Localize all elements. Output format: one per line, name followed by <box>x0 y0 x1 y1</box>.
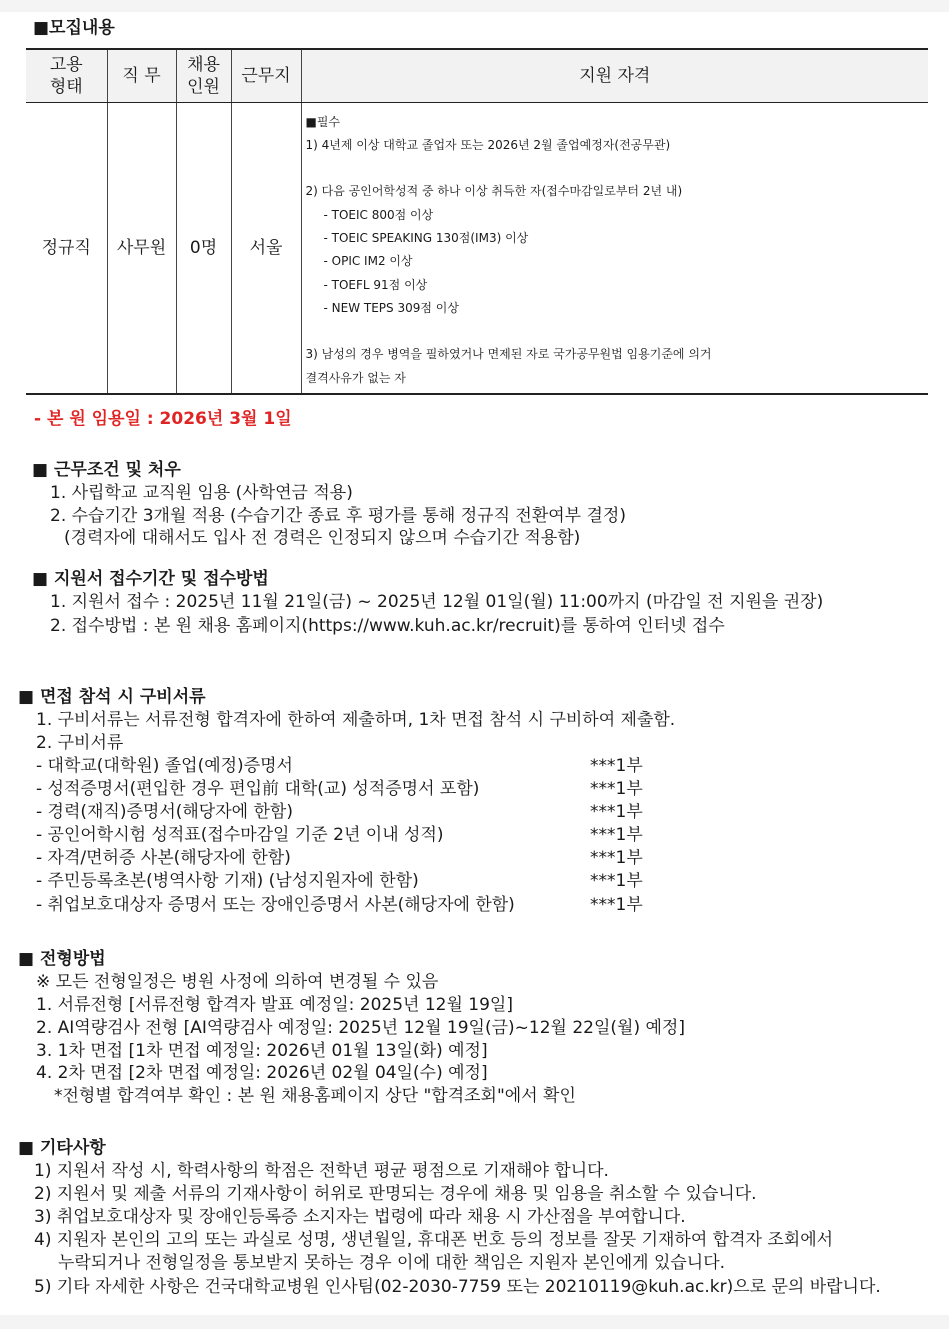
cell-headcount: 0명 <box>176 102 231 394</box>
document-name: - 경력(재직)증명서(해당자에 한함) <box>36 802 293 822</box>
etc-heading: ■ 기타사항 <box>18 1138 106 1158</box>
cell-employment-type: 정규직 <box>26 102 107 394</box>
selection-heading: ■ 전형방법 <box>18 949 106 969</box>
document-name: - 대학교(대학원) 졸업(예정)증명서 <box>36 756 293 776</box>
cell-job: 사무원 <box>107 102 176 394</box>
qualification-line <box>306 320 929 343</box>
document-count: ***1부 <box>590 871 643 891</box>
etc-item: 3) 취업보호대상자 및 장애인등록증 소지자는 법령에 따라 채용 시 가산점을 부여합니다. <box>34 1207 686 1227</box>
documents-intro: 1. 구비서류는 서류전형 합격자에 한하여 제출하며, 1차 면접 참석 시 구비하여 제출함. <box>36 710 676 730</box>
application-item: 2. 접수방법 : 본 원 채용 홈페이지(https://www.kuh.ac.kr/recruit)를 통하여 인터넷 접수 <box>50 616 725 636</box>
application-heading: ■ 지원서 접수기간 및 접수방법 <box>32 569 269 589</box>
conditions-item: 2. 수습기간 3개월 적용 (수습기간 종료 후 평가를 통해 정규직 전환여부 결정) <box>50 506 626 526</box>
application-item: 1. 지원서 접수 : 2025년 11월 21일(금) ~ 2025년 12월 01일(월) 11:00까지 (마감일 전 지원을 권장) <box>50 592 824 612</box>
qualification-line: - NEW TEPS 309점 이상 <box>323 300 459 315</box>
recruit-heading: ■모집내용 <box>33 18 115 38</box>
etc-item: 1) 지원서 작성 시, 학력사항의 학점은 전학년 평균 평점으로 기재해야 합니다. <box>34 1161 609 1181</box>
header-job: 직 무 <box>107 49 176 102</box>
cell-qualification <box>301 102 928 394</box>
selection-notice: ※ 모든 전형일정은 병원 사정에 의하여 변경될 수 있음 <box>36 972 439 992</box>
qualification-line: - TOEIC 800점 이상 <box>323 207 434 222</box>
document-count: ***1부 <box>590 802 643 822</box>
document-count: ***1부 <box>590 756 643 776</box>
top-band <box>0 0 949 12</box>
qualification-line: - TOEIC SPEAKING 130점(IM3) 이상 <box>323 230 529 245</box>
recruit-row <box>26 102 928 394</box>
documents-heading: ■ 면접 참석 시 구비서류 <box>18 687 206 707</box>
selection-step: 4. 2차 면접 [2차 면접 예정일: 2026년 02월 04일(수) 예정] <box>36 1063 488 1083</box>
conditions-item: 1. 사립학교 교직원 임용 (사학연금 적용) <box>50 483 353 503</box>
qualification-line: ■필수 <box>305 114 341 129</box>
qualification-line: 1) 4년제 이상 대학교 졸업자 또는 2026년 2월 졸업예정자(전공무관) <box>305 137 671 152</box>
qualification-line: 2) 다음 공인어학성적 중 하나 이상 취득한 자(접수마감일로부터 2년 내) <box>305 184 683 199</box>
qualification-line: 3) 남성의 경우 병역을 필하였거나 면제된 자로 국가공무원법 임용기준에 의거 <box>305 347 712 362</box>
documents-intro: 2. 구비서류 <box>36 733 124 753</box>
qualification-line: - OPIC IM2 이상 <box>323 254 413 269</box>
header-qualification: 지원 자격 <box>301 49 928 102</box>
qualification-line: 결격사유가 없는 자 <box>305 370 406 385</box>
selection-result-note: *전형별 합격여부 확인 : 본 원 채용홈페이지 상단 "합격조회"에서 확인 <box>54 1086 576 1106</box>
bottom-band <box>0 1315 949 1329</box>
document-count: ***1부 <box>590 825 643 845</box>
document-name: - 공인어학시험 성적표(접수마감일 기준 2년 이내 성적) <box>36 825 444 845</box>
etc-item: 5) 기타 자세한 사항은 건국대학교병원 인사팀(02-2030-7759 또는 20210119@kuh.ac.kr)으로 문의 바랍니다. <box>34 1277 881 1297</box>
header-headcount: 채용 인원 <box>176 49 231 102</box>
selection-step: 1. 서류전형 [서류전형 합격자 발표 예정일: 2025년 12월 19일] <box>36 995 513 1015</box>
conditions-item: (경력자에 대해서도 입사 전 경력은 인정되지 않으며 수습기간 적용함) <box>64 528 581 548</box>
qualification-line: - TOEFL 91점 이상 <box>323 277 428 292</box>
selection-step: 2. AI역량검사 전형 [AI역량검사 예정일: 2025년 12월 19일(금)~12월 22일(월) 예정] <box>36 1018 685 1038</box>
etc-item: 누락되거나 전형일정을 통보받지 못하는 경우 이에 대한 책임은 지원자 본인에게 있습니다. <box>58 1253 726 1273</box>
document-name: - 자격/면허증 사본(해당자에 한함) <box>36 848 291 868</box>
etc-item: 2) 지원서 및 제출 서류의 기재사항이 허위로 판명되는 경우에 채용 및 임용을 취소할 수 있습니다. <box>34 1184 757 1204</box>
qualification-line <box>306 157 929 180</box>
recruit-header-row <box>26 49 928 102</box>
selection-step: 3. 1차 면접 [1차 면접 예정일: 2026년 01월 13일(화) 예정] <box>36 1041 488 1061</box>
document-count: ***1부 <box>590 779 643 799</box>
document-name: - 성적증명서(편입한 경우 편입前 대학(교) 성적증명서 포함) <box>36 779 480 799</box>
document-count: ***1부 <box>590 848 643 868</box>
conditions-heading: ■ 근무조건 및 처우 <box>32 460 181 480</box>
header-workplace: 근무지 <box>231 49 301 102</box>
cell-workplace: 서울 <box>231 102 301 394</box>
header-employment-type: 고용 형태 <box>26 49 107 102</box>
document-name: - 주민등록초본(병역사항 기재) (남성지원자에 한함) <box>36 871 419 891</box>
document-count: ***1부 <box>590 895 643 915</box>
document-name: - 취업보호대상자 증명서 또는 장애인증명서 사본(해당자에 한함) <box>36 895 515 915</box>
etc-item: 4) 지원자 본인의 고의 또는 과실로 성명, 생년월일, 휴대폰 번호 등의 정보를 잘못 기재하여 합격자 조회에서 <box>34 1230 834 1250</box>
appointment-date: - 본 원 임용일 : 2026년 3월 1일 <box>34 409 292 429</box>
recruit-table <box>26 48 928 395</box>
